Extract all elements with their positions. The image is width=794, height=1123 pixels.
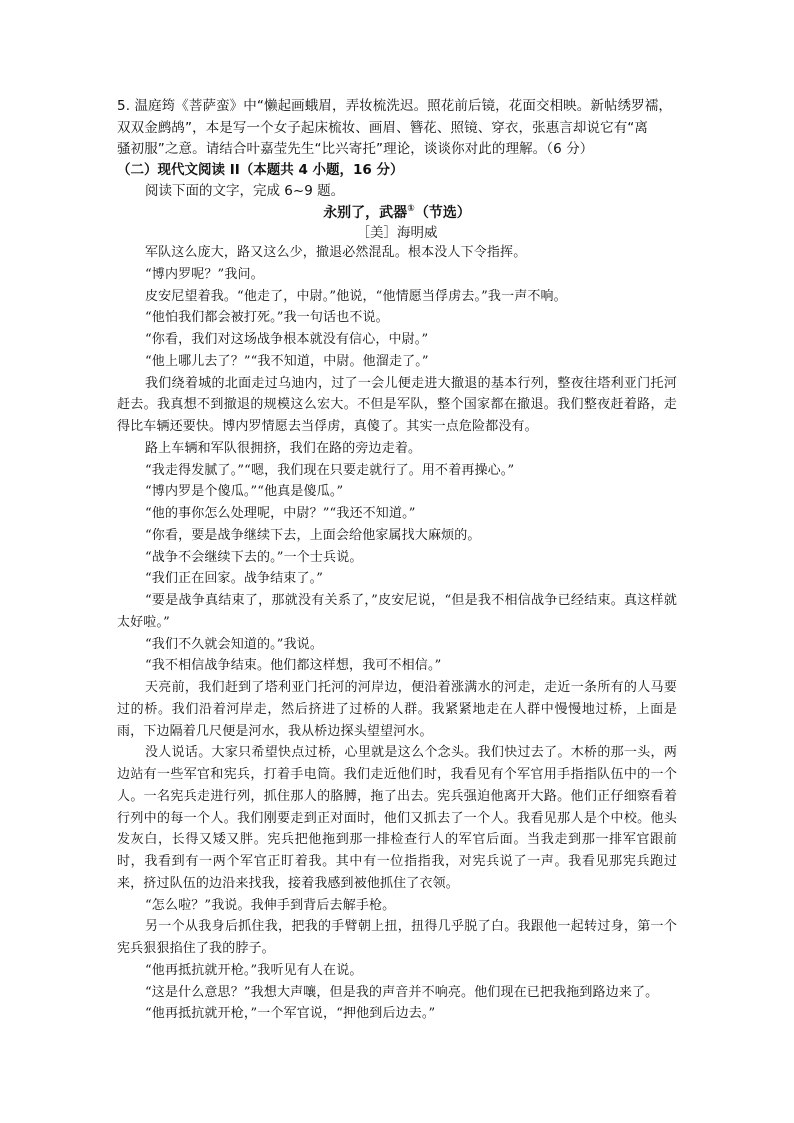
paragraph: “我走得发腻了。”“嗯，我们现在只要走就行了。用不着再操心。” — [145, 462, 515, 478]
paragraph: 我们绕着城的北面走过乌迪内，过了一会儿便走进大撤退的基本行列，整夜往塔利亚门托河赶去。我真想不到撤退的规模这么宏大。不但是军队，整个国家都在撤退。我们整夜赶着路，走得比车辆还要快。博内罗情愿去当俘虏，真傻了。其实一点危险都没有。 — [117, 375, 677, 434]
article-body — [117, 242, 677, 1025]
paragraph: “我们正在回家。战争结束了。” — [145, 571, 324, 587]
article-title — [0, 203, 794, 223]
paragraph: “他再抵抗就开枪，”一个军官说，“押他到后边去。” — [145, 1006, 436, 1022]
paragraph: “博内罗呢？”我问。 — [145, 266, 264, 282]
question-5-line-3: 骚初服”之意。请结合叶嘉莹先生“比兴寄托”理论，谈谈你对此的理解。（6 分） — [117, 141, 594, 157]
question-5-line-1: 5. 温庭筠《菩萨蛮》中“懒起画蛾眉，弄妆梳洗迟。照花前后镜，花面交相映。新帖绣罗襦， — [117, 98, 672, 114]
article-title-suffix: （节选） — [414, 205, 471, 221]
footnote-mark: ① — [407, 204, 415, 214]
paragraph: 天亮前，我们赶到了塔利亚门托河的河岸边，便沿着涨满水的河走，走近一条所有的人马要过的桥。我们沿着河岸走，然后挤进了过桥的人群。我紧紧地走在人群中慢慢地过桥，上面是雨，下边隔着几尺便是河水，我从桥边探头望望河水。 — [117, 680, 677, 739]
question-5-line-2: 双双金鹧鸪”，本是写一个女子起床梳妆、画眉、簪花、照镜、穿衣，张惠言却说它有“离 — [117, 120, 648, 136]
paragraph: 路上车辆和军队很拥挤，我们在路的旁边走着。 — [145, 440, 422, 456]
paragraph: “他的事你怎么处理呢，中尉？”“我还不知道。” — [145, 506, 416, 521]
paragraph: “怎么啦？”我说。我伸手到背后去解手枪。 — [145, 897, 396, 913]
reading-instruction: 阅读下面的文字，完成 6~9 题。 — [145, 183, 345, 199]
paragraph: “我不相信战争结束。他们都这样想，我可不相信。” — [145, 658, 442, 674]
paragraph: 没人说话。大家只希望快点过桥，心里就是这么个念头。我们快过去了。木桥的那一头，两边站有一些军官和宪兵，打着手电筒。我们走近他们时，我看见有个军官用手指指队伍中的一个人。一名宪兵走进行列，抓住那人的胳膊，拖了出去。宪兵强迫他离开大路。他们正仔细察看着行列中的每一个人。我们刚要走到正对面时，他们又抓去了一个人。我看见那人是个中校。他头发灰白，长得又矮又胖。宪兵把他拖到那一排检查行人的军官后面。当我走到那一排军官跟前时，我看到有一两个军官正盯着我。其中有一位指指我，对宪兵说了一声。我看见那宪兵跑过来，挤过队伍的边沿来找我，接着我感到被他抓住了衣领。 — [117, 745, 677, 891]
paragraph: “他上哪儿去了？”“我不知道，中尉。他溜走了。” — [145, 353, 429, 369]
paragraph: 皮安尼望着我。“他走了，中尉。”他说，“他情愿当俘虏去。”我一声不响。 — [145, 288, 567, 304]
paragraph: “博内罗是个傻瓜。”“他真是傻瓜。” — [145, 484, 344, 500]
paragraph: “他怕我们都会被打死。”我一句话也不说。 — [145, 310, 389, 326]
paragraph: “战争不会继续下去的。”一个士兵说。 — [145, 549, 363, 565]
article-title-text: 永别了，武器 — [323, 205, 408, 221]
paragraph: 另一个从我身后抓住我，把我的手臂朝上扭，扭得几乎脱了白。我跟他一起转过身，第一个宪兵狠狠掐住了我的脖子。 — [117, 919, 677, 956]
paragraph: “要是战争真结束了，那就没有关系了，”皮安尼说，“但是我不相信战争已经结束。真这样就太好啦。” — [117, 593, 677, 630]
section-title: （二）现代文阅读 II（本题共 4 小题，16 分） — [117, 162, 404, 178]
paragraph: “我们不久就会知道的。”我说。 — [145, 636, 324, 652]
paragraph: 军队这么庞大，路又这么少，撤退必然混乱。根本没人下令指挥。 — [145, 245, 527, 260]
paragraph: “你看，我们对这场战争根本就没有信心，中尉。” — [145, 332, 429, 347]
paragraph: “他再抵抗就开枪。”我听见有人在说。 — [145, 962, 363, 978]
article-author: ［美］海明威 — [356, 225, 438, 241]
paragraph: “你看，要是战争继续下去，上面会给他家属找大麻烦的。 — [145, 527, 481, 543]
paragraph: “这是什么意思？”我想大声嚷，但是我的声音并不响亮。他们现在已把我拖到路边来了。 — [145, 984, 659, 1000]
